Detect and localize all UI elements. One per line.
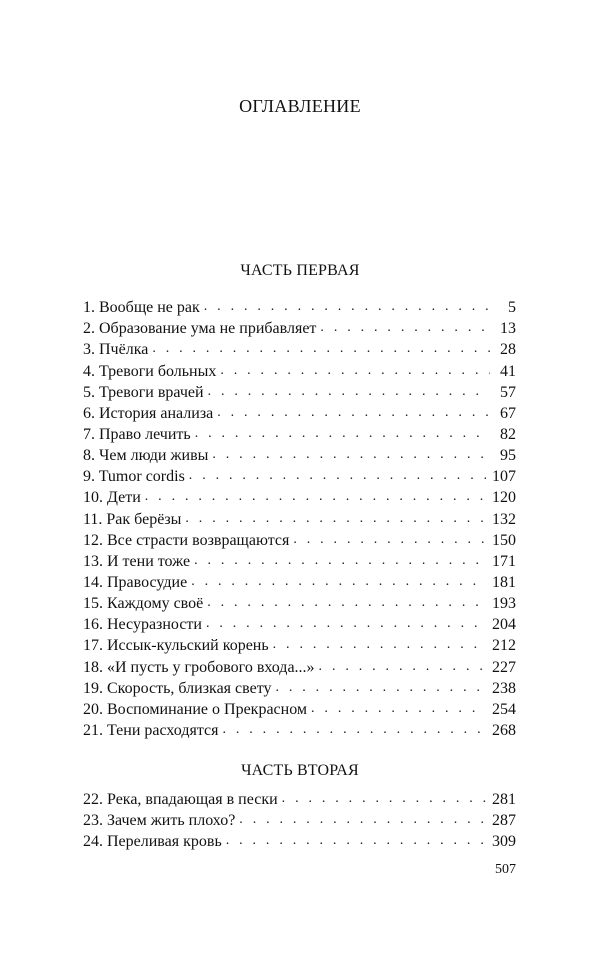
toc-entry-page: 287 — [492, 812, 516, 830]
toc-entry-title: 16. Несуразности — [83, 616, 202, 634]
toc-entry-title: 23. Зачем жить плохо? — [83, 812, 236, 830]
toc-entry — [83, 529, 516, 550]
dot-leader — [273, 636, 486, 654]
toc-entry-page: 95 — [500, 447, 516, 465]
dot-leader — [220, 362, 490, 380]
dot-leader — [207, 594, 486, 612]
toc-entry-page: 212 — [492, 637, 516, 655]
toc-entry-page: 82 — [500, 425, 516, 443]
toc-entry — [83, 465, 516, 486]
toc-entry-page: 254 — [492, 700, 516, 718]
toc-entry-page: 268 — [492, 721, 516, 739]
toc-entry-page: 281 — [492, 791, 516, 809]
dot-leader — [195, 425, 490, 443]
toc-entry — [83, 507, 516, 528]
toc-entry-title: 1. Вообще не рак — [83, 299, 200, 317]
toc-entry-title: 12. Все страсти возвращаются — [83, 531, 290, 549]
toc-entry — [83, 486, 516, 507]
toc-entry-page: 57 — [500, 383, 516, 401]
toc-entry-page: 67 — [500, 404, 516, 422]
dot-leader — [212, 446, 490, 464]
toc-entry-title: 11. Рак берёзы — [83, 510, 182, 528]
dot-leader — [145, 488, 486, 506]
toc-list-part-first — [83, 296, 516, 740]
dot-leader — [275, 679, 486, 697]
toc-entry-title: 9. Tumor cordis — [83, 468, 185, 486]
toc-entry-page: 120 — [492, 489, 516, 507]
toc-entry — [83, 613, 516, 634]
toc-entry — [83, 592, 516, 613]
toc-entry-title: 2. Образование ума не прибавляет — [83, 320, 317, 338]
toc-entry — [83, 698, 516, 719]
toc-entry-title: 4. Тревоги больных — [83, 362, 217, 380]
toc-entry — [83, 788, 516, 809]
toc-entry-title: 19. Скорость, близкая свету — [83, 679, 272, 697]
dot-leader — [206, 615, 486, 633]
toc-entry — [83, 423, 516, 444]
toc-entry-page: 132 — [492, 510, 516, 528]
toc-entry-page: 204 — [492, 616, 516, 634]
toc-entry-title: 17. Иссык-кульский корень — [83, 637, 269, 655]
toc-entry-page: 28 — [500, 341, 516, 359]
dot-leader — [194, 552, 486, 570]
part-heading-first: ЧАСТЬ ПЕРВАЯ — [240, 262, 360, 279]
toc-entry-title: 20. Воспоминание о Прекрасном — [83, 700, 308, 718]
dot-leader — [189, 467, 486, 485]
toc-entry — [83, 402, 516, 423]
dot-leader — [204, 298, 490, 316]
toc-entry — [83, 571, 516, 592]
toc-entry-page: 5 — [508, 299, 516, 317]
toc-entry-title: 7. Право лечить — [83, 425, 191, 443]
toc-entry-title: 14. Правосудие — [83, 573, 188, 591]
toc-entry — [83, 296, 516, 317]
toc-entry — [83, 550, 516, 571]
dot-leader — [282, 790, 486, 808]
part-heading-second: ЧАСТЬ ВТОРАЯ — [241, 762, 359, 779]
dot-leader — [208, 383, 490, 401]
toc-entry — [83, 444, 516, 465]
toc-entry-title: 5. Тревоги врачей — [83, 383, 204, 401]
dot-leader — [239, 811, 486, 829]
dot-leader — [320, 319, 490, 337]
toc-entry-page: 41 — [500, 362, 516, 380]
dot-leader — [191, 573, 486, 591]
toc-entry-title: 10. Дети — [83, 489, 141, 507]
dot-leader — [222, 721, 486, 739]
dot-leader — [319, 658, 486, 676]
toc-entry-page: 181 — [492, 573, 516, 591]
toc-entry-page: 309 — [492, 833, 516, 851]
toc-entry-title: 13. И тени тоже — [83, 552, 191, 570]
toc-entry-title: 21. Тени расходятся — [83, 721, 219, 739]
dot-leader — [152, 340, 490, 358]
toc-entry-title: 8. Чем люди живы — [83, 447, 209, 465]
dot-leader — [226, 832, 486, 850]
toc-entry — [83, 677, 516, 698]
toc-entry-title: 3. Пчёлка — [83, 341, 149, 359]
toc-entry — [83, 317, 516, 338]
toc-entry — [83, 719, 516, 740]
toc-entry-page: 227 — [492, 658, 516, 676]
toc-entry — [83, 359, 516, 380]
toc-entry — [83, 634, 516, 655]
dot-leader — [185, 510, 486, 528]
dot-leader — [293, 531, 486, 549]
toc-entry — [83, 338, 516, 359]
dot-leader — [217, 404, 490, 422]
toc-entry-page: 193 — [492, 595, 516, 613]
toc-entry-title: 15. Каждому своё — [83, 595, 204, 613]
toc-entry — [83, 809, 516, 830]
toc-entry-page: 107 — [492, 468, 516, 486]
toc-entry — [83, 655, 516, 676]
toc-entry-page: 150 — [492, 531, 516, 549]
toc-entry — [83, 830, 516, 851]
toc-entry-page: 13 — [500, 320, 516, 338]
toc-entry-page: 238 — [492, 679, 516, 697]
toc-entry-title: 6. История анализа — [83, 404, 214, 422]
toc-entry — [83, 381, 516, 402]
page-title: ОГЛАВЛЕНИЕ — [239, 96, 361, 116]
toc-entry-title: 18. «И пусть у гробового входа...» — [83, 658, 315, 676]
dot-leader — [311, 700, 486, 718]
toc-entry-page: 171 — [492, 552, 516, 570]
toc-entry-title: 22. Река, впадающая в пески — [83, 791, 278, 809]
page-number: 507 — [495, 862, 516, 877]
toc-list-part-second — [83, 788, 516, 851]
toc-entry-title: 24. Переливая кровь — [83, 833, 222, 851]
